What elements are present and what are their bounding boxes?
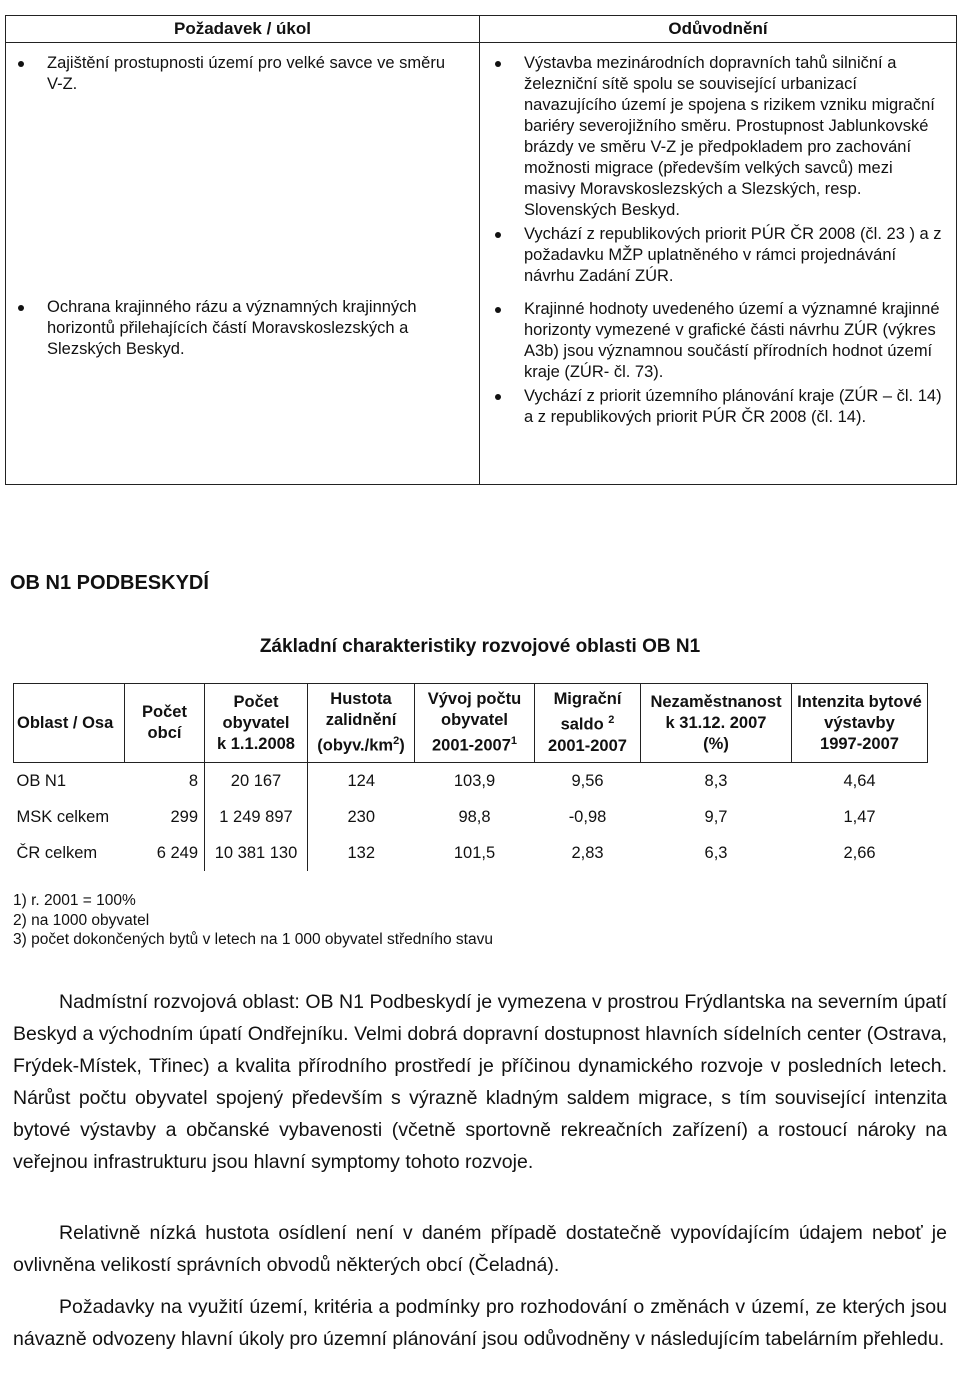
- table-row: [14, 835, 928, 871]
- cell-density: 132: [347, 843, 376, 862]
- footnote: 3) počet dokončených bytů v letech na 1 000 obyvatel středního stavu: [13, 931, 493, 948]
- cell-migration: 2,83: [571, 843, 604, 862]
- cell-unemployment: 6,3: [704, 843, 728, 862]
- header-density: Hustota zalidnění $(obyv./km^2)$: [308, 684, 415, 763]
- table-row: [14, 799, 928, 835]
- cell-housing: 4,64: [843, 771, 876, 790]
- cell-population: 1 249 897: [205, 799, 308, 835]
- cell-unemployment: 9,7: [704, 807, 728, 826]
- justification-list: [488, 53, 948, 434]
- header-population-trend: Vývoj počtu obyvatel 2001-2007$^1$: [415, 684, 535, 763]
- header-unemployment: Nezaměstnanost k 31.12. 2007 (%): [641, 684, 792, 763]
- cell-migration: 9,56: [571, 771, 604, 790]
- table-header-row: [14, 684, 928, 763]
- justification-item: Vychází z priorit územního plánování kraje (ZÚR – čl. 14) a z republikových priorit PÚR ČR 2008 (čl. 14).: [488, 386, 948, 428]
- cell-housing: 2,66: [843, 843, 876, 862]
- justification-item: Výstavba mezinárodních dopravních tahů silniční a železniční sítě spolu se související urbanizací navazujícího území je spojena s rizikem vzniku migrační bariéry severojižního směru. Prostupnost Jablunkovské brázdy ve směru V-Z je předpokladem pro zachování možnosti migrace (především velkých savců) mezi masivy Moravskoslezských a Slezských, resp. Slovenských Beskyd.: [488, 53, 948, 221]
- requirement-item: Zajištění prostupnosti území pro velké savce ve směru V-Z.: [11, 53, 456, 95]
- cell-municipalities: 6 249: [156, 843, 198, 862]
- footnotes: [13, 891, 493, 950]
- cell-region: OB N1: [16, 771, 67, 790]
- requirements-table: [5, 15, 957, 485]
- cell-population: 10 381 130: [205, 835, 308, 871]
- header-housing: Intenzita bytové výstavby 1997-2007: [792, 684, 928, 763]
- cell-unemployment: 8,3: [704, 771, 728, 790]
- cell-population-trend: 98,8: [458, 807, 491, 826]
- cell-migration: -0,98: [568, 807, 607, 826]
- cell-region: MSK celkem: [16, 807, 110, 826]
- table-row: [14, 763, 928, 800]
- header-migration: Migrační saldo $^2$ 2001-2007: [535, 684, 641, 763]
- requirement-column-header: Požadavek / úkol: [174, 19, 311, 38]
- requirement-item: Ochrana krajinného rázu a významných krajinných horizontů přilehajících částí Moravskoslezských a Slezských Beskyd.: [11, 297, 456, 360]
- cell-population-trend: 103,9: [453, 771, 496, 790]
- header-region: Oblast / Osa: [14, 684, 125, 763]
- cell-region: ČR celkem: [16, 843, 98, 862]
- table-caption: [0, 636, 960, 658]
- header-municipalities: Počet obcí: [125, 684, 205, 763]
- header-divider: [6, 42, 956, 43]
- table-caption-text: Základní charakteristiky rozvojové oblasti OB N1: [259, 636, 701, 657]
- header-population: Počet obyvatel k 1.1.2008: [205, 684, 308, 763]
- paragraph: Nadmístní rozvojová oblast: OB N1 Podbeskydí je vymezena v prostrou Frýdlantska na severním úpatí Beskyd a východním úpatí Ondřejníku. Velmi dobrá dopravní dostupnost hlavních sídelních center (Ostrava, Frýdek-Místek, Třinec) a kvalita přírodního prostředí je příčinou dynamického rozvoje v posledních letech. Nárůst počtu obyvatel spojený především s výrazně kladným saldem migrace, s tím související intenzita bytové výstavby a občanské vybavenosti (včetně sportovně rekreačních zařízení) a rostoucí nároky na veřejnou infrastrukturu jsou hlavní symptomy tohoto rozvoje.: [13, 991, 947, 1173]
- section-title: OB N1 PODBESKYDÍ: [10, 572, 209, 594]
- paragraph: Požadavky na využití území, kritéria a podmínky pro rozhodování o změnách v území, ze kterých jsou návazně odvozeny hlavní úkoly pro územní plánování jsou odůvodněny v následujícím tabelárním přehledu.: [13, 1296, 947, 1350]
- justification-column-header: Odůvodnění: [668, 19, 768, 38]
- justification-item: Krajinné hodnoty uvedeného území a významné krajinné horizonty vymezené v grafické části návrhu ZÚR (výkres A3b) jsou významnou součástí přírodních hodnot území kraje (ZÚR- čl. 73).: [488, 299, 948, 383]
- cell-density: 230: [347, 807, 376, 826]
- cell-population: 20 167: [205, 763, 308, 800]
- footnote: 1) r. 2001 = 100%: [13, 892, 136, 909]
- justification-item: Vychází z republikových priorit PÚR ČR 2008 (čl. 23 ) a z požadavku MŽP uplatněného v rámci projednávání návrhu Zadání ZÚR.: [488, 224, 948, 287]
- cell-housing: 1,47: [843, 807, 876, 826]
- cell-municipalities: 299: [170, 807, 198, 826]
- requirement-list: [11, 53, 456, 366]
- cell-population-trend: 101,5: [453, 843, 496, 862]
- cell-density: 124: [347, 771, 376, 790]
- column-divider: [479, 16, 480, 484]
- characteristics-table: [13, 683, 928, 871]
- footnote: 2) na 1000 obyvatel: [13, 911, 150, 929]
- paragraph: Relativně nízká hustota osídlení není v daném případě dostatečně vypovídajícím údajem neboť je ovlivněna velikostí správních obvodů některých obcí (Čeladná).: [13, 1222, 947, 1276]
- cell-municipalities: 8: [188, 771, 198, 790]
